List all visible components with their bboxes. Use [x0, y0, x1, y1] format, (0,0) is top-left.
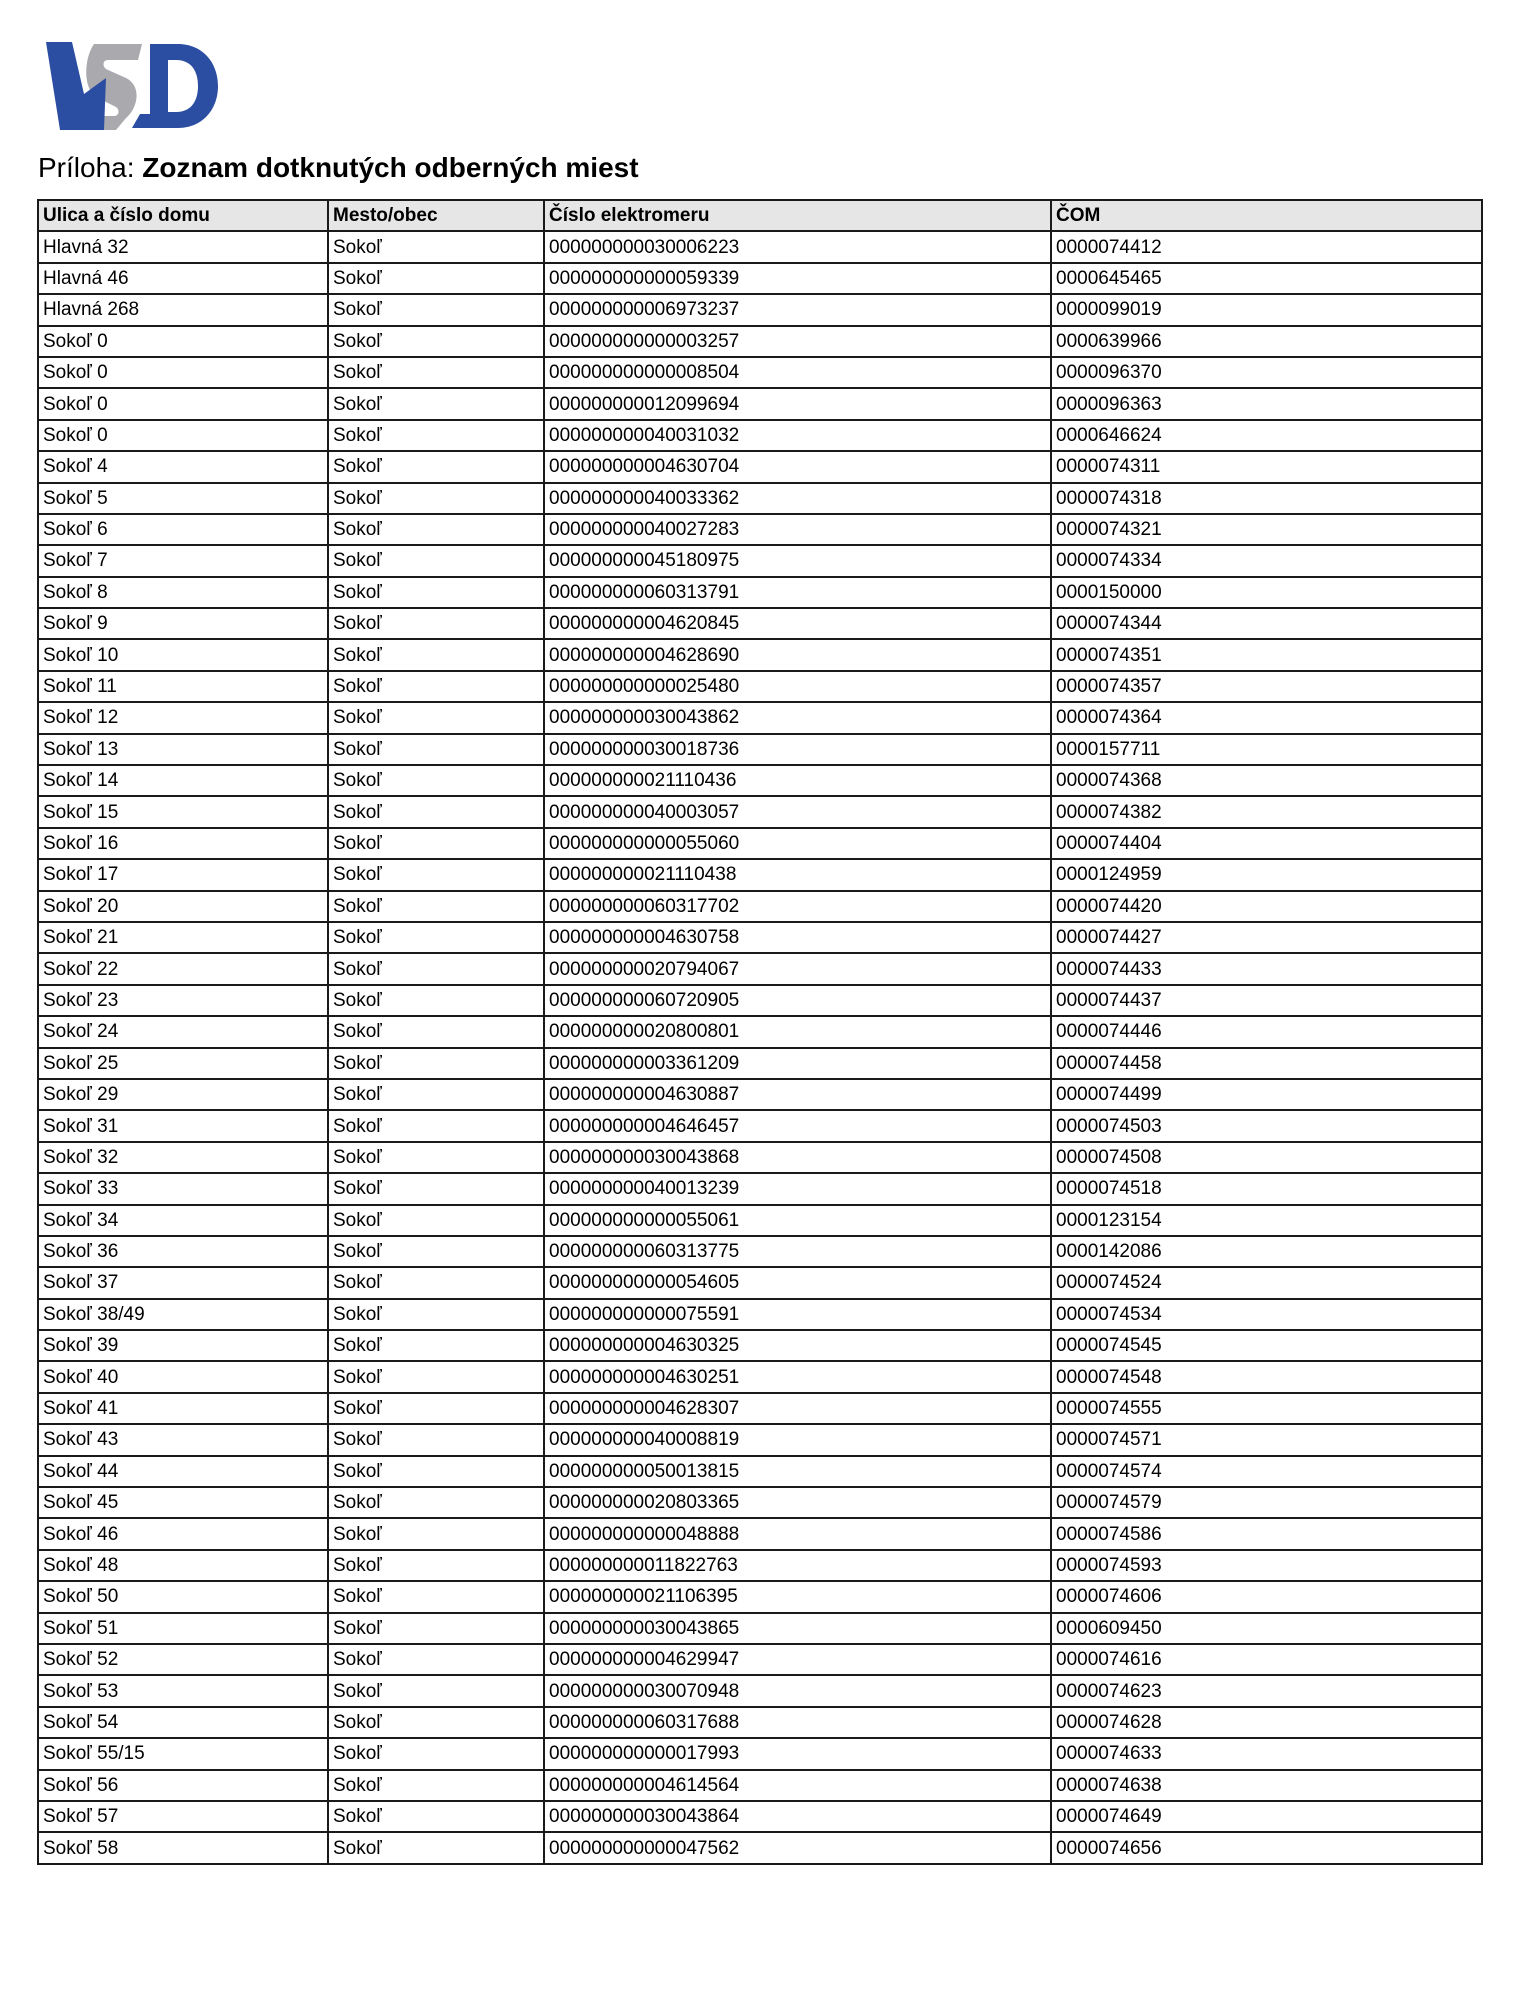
com-cell: 0000074548	[1051, 1361, 1482, 1392]
street-cell: Sokoľ 50	[38, 1581, 328, 1612]
table-row	[38, 1299, 1482, 1330]
city-cell: Sokoľ	[328, 639, 544, 670]
street-cell: Sokoľ 15	[38, 796, 328, 827]
city-cell: Sokoľ	[328, 1738, 544, 1769]
table-row	[38, 231, 1482, 262]
com-cell: 0000074593	[1051, 1550, 1482, 1581]
table-row	[38, 1801, 1482, 1832]
com-cell: 0000074579	[1051, 1487, 1482, 1518]
meter-number-cell: 000000000040008819	[544, 1424, 1051, 1455]
city-cell: Sokoľ	[328, 891, 544, 922]
street-cell: Sokoľ 48	[38, 1550, 328, 1581]
com-cell: 0000074503	[1051, 1110, 1482, 1141]
meter-number-cell: 000000000000054605	[544, 1267, 1051, 1298]
com-cell: 0000645465	[1051, 263, 1482, 294]
table-row	[38, 671, 1482, 702]
street-cell: Sokoľ 16	[38, 828, 328, 859]
com-cell: 0000646624	[1051, 420, 1482, 451]
street-cell: Hlavná 46	[38, 263, 328, 294]
city-cell: Sokoľ	[328, 294, 544, 325]
meter-number-cell: 000000000040003057	[544, 796, 1051, 827]
meter-number-cell: 000000000000008504	[544, 357, 1051, 388]
com-cell: 0000099019	[1051, 294, 1482, 325]
meter-number-cell: 000000000030006223	[544, 231, 1051, 262]
street-cell: Sokoľ 32	[38, 1142, 328, 1173]
street-cell: Sokoľ 7	[38, 545, 328, 576]
meter-number-cell: 000000000020803365	[544, 1487, 1051, 1518]
table-row	[38, 1675, 1482, 1706]
table-row	[38, 1361, 1482, 1392]
meter-number-cell: 000000000000047562	[544, 1832, 1051, 1863]
table-row	[38, 420, 1482, 451]
meter-number-cell: 000000000004614564	[544, 1770, 1051, 1801]
column-header-city: Mesto/obec	[328, 200, 544, 231]
com-cell: 0000074351	[1051, 639, 1482, 670]
com-cell: 0000074508	[1051, 1142, 1482, 1173]
table-row	[38, 828, 1482, 859]
street-cell: Sokoľ 13	[38, 734, 328, 765]
com-cell: 0000074318	[1051, 483, 1482, 514]
city-cell: Sokoľ	[328, 577, 544, 608]
meter-number-cell: 000000000000059339	[544, 263, 1051, 294]
city-cell: Sokoľ	[328, 1048, 544, 1079]
street-cell: Sokoľ 37	[38, 1267, 328, 1298]
table-row	[38, 1048, 1482, 1079]
com-cell: 0000074420	[1051, 891, 1482, 922]
meter-number-cell: 000000000030043862	[544, 702, 1051, 733]
meter-number-cell: 000000000000055060	[544, 828, 1051, 859]
city-cell: Sokoľ	[328, 922, 544, 953]
metering-points-table	[37, 199, 1483, 1865]
table-row	[38, 1079, 1482, 1110]
street-cell: Sokoľ 41	[38, 1393, 328, 1424]
city-cell: Sokoľ	[328, 1707, 544, 1738]
table-row	[38, 734, 1482, 765]
com-cell: 0000074623	[1051, 1675, 1482, 1706]
com-cell: 0000074633	[1051, 1738, 1482, 1769]
city-cell: Sokoľ	[328, 1016, 544, 1047]
table-row	[38, 608, 1482, 639]
table-row	[38, 577, 1482, 608]
table-row	[38, 985, 1482, 1016]
table-row	[38, 1456, 1482, 1487]
city-cell: Sokoľ	[328, 1832, 544, 1863]
com-cell: 0000639966	[1051, 326, 1482, 357]
city-cell: Sokoľ	[328, 1644, 544, 1675]
street-cell: Sokoľ 44	[38, 1456, 328, 1487]
street-cell: Sokoľ 9	[38, 608, 328, 639]
table-row	[38, 1173, 1482, 1204]
com-cell: 0000074357	[1051, 671, 1482, 702]
table-row	[38, 1644, 1482, 1675]
table-row	[38, 357, 1482, 388]
meter-number-cell: 000000000020794067	[544, 953, 1051, 984]
city-cell: Sokoľ	[328, 545, 544, 576]
meter-number-cell: 000000000060317688	[544, 1707, 1051, 1738]
table-row	[38, 922, 1482, 953]
table-row	[38, 1581, 1482, 1612]
meter-number-cell: 000000000000003257	[544, 326, 1051, 357]
city-cell: Sokoľ	[328, 828, 544, 859]
com-cell: 0000124959	[1051, 859, 1482, 890]
table-row	[38, 1110, 1482, 1141]
column-header-street: Ulica a číslo domu	[38, 200, 328, 231]
meter-number-cell: 000000000030043864	[544, 1801, 1051, 1832]
street-cell: Sokoľ 38/49	[38, 1299, 328, 1330]
table-row	[38, 1236, 1482, 1267]
com-cell: 0000074518	[1051, 1173, 1482, 1204]
title-prefix: Príloha:	[38, 152, 143, 183]
meter-number-cell: 000000000011822763	[544, 1550, 1051, 1581]
street-cell: Sokoľ 12	[38, 702, 328, 733]
street-cell: Sokoľ 45	[38, 1487, 328, 1518]
city-cell: Sokoľ	[328, 231, 544, 262]
city-cell: Sokoľ	[328, 734, 544, 765]
street-cell: Sokoľ 36	[38, 1236, 328, 1267]
com-cell: 0000074382	[1051, 796, 1482, 827]
com-cell: 0000074499	[1051, 1079, 1482, 1110]
city-cell: Sokoľ	[328, 1205, 544, 1236]
table-row	[38, 1267, 1482, 1298]
table-row	[38, 1613, 1482, 1644]
street-cell: Sokoľ 22	[38, 953, 328, 984]
meter-number-cell: 000000000020800801	[544, 1016, 1051, 1047]
table-row	[38, 451, 1482, 482]
com-cell: 0000074574	[1051, 1456, 1482, 1487]
city-cell: Sokoľ	[328, 326, 544, 357]
meter-number-cell: 000000000004628690	[544, 639, 1051, 670]
meter-number-cell: 000000000030018736	[544, 734, 1051, 765]
city-cell: Sokoľ	[328, 985, 544, 1016]
city-cell: Sokoľ	[328, 1330, 544, 1361]
city-cell: Sokoľ	[328, 1518, 544, 1549]
table-row	[38, 953, 1482, 984]
street-cell: Sokoľ 25	[38, 1048, 328, 1079]
table-row	[38, 1330, 1482, 1361]
table-row	[38, 1518, 1482, 1549]
table-row	[38, 294, 1482, 325]
city-cell: Sokoľ	[328, 263, 544, 294]
vsd-logo	[46, 38, 218, 132]
city-cell: Sokoľ	[328, 514, 544, 545]
street-cell: Sokoľ 0	[38, 357, 328, 388]
meter-number-cell: 000000000050013815	[544, 1456, 1051, 1487]
table-row	[38, 1487, 1482, 1518]
table-row	[38, 1205, 1482, 1236]
table-body	[38, 231, 1482, 1863]
street-cell: Sokoľ 43	[38, 1424, 328, 1455]
table-row	[38, 1832, 1482, 1863]
meter-number-cell: 000000000030043868	[544, 1142, 1051, 1173]
com-cell: 0000074334	[1051, 545, 1482, 576]
city-cell: Sokoľ	[328, 1173, 544, 1204]
city-cell: Sokoľ	[328, 388, 544, 419]
city-cell: Sokoľ	[328, 1236, 544, 1267]
com-cell: 0000074368	[1051, 765, 1482, 796]
city-cell: Sokoľ	[328, 357, 544, 388]
com-cell: 0000142086	[1051, 1236, 1482, 1267]
city-cell: Sokoľ	[328, 1299, 544, 1330]
com-cell: 0000074321	[1051, 514, 1482, 545]
street-cell: Sokoľ 11	[38, 671, 328, 702]
street-cell: Sokoľ 6	[38, 514, 328, 545]
com-cell: 0000074412	[1051, 231, 1482, 262]
city-cell: Sokoľ	[328, 1361, 544, 1392]
com-cell: 0000074427	[1051, 922, 1482, 953]
city-cell: Sokoľ	[328, 608, 544, 639]
meter-number-cell: 000000000004629947	[544, 1644, 1051, 1675]
meter-number-cell: 000000000060317702	[544, 891, 1051, 922]
com-cell: 0000074433	[1051, 953, 1482, 984]
street-cell: Sokoľ 0	[38, 420, 328, 451]
com-cell: 0000074534	[1051, 1299, 1482, 1330]
meter-number-cell: 000000000004630887	[544, 1079, 1051, 1110]
street-cell: Sokoľ 54	[38, 1707, 328, 1738]
com-cell: 0000074616	[1051, 1644, 1482, 1675]
city-cell: Sokoľ	[328, 671, 544, 702]
title-main: Zoznam dotknutých odberných miest	[142, 152, 639, 183]
meter-number-cell: 000000000021110438	[544, 859, 1051, 890]
com-cell: 0000074446	[1051, 1016, 1482, 1047]
com-cell: 0000074437	[1051, 985, 1482, 1016]
com-cell: 0000074606	[1051, 1581, 1482, 1612]
street-cell: Sokoľ 39	[38, 1330, 328, 1361]
street-cell: Sokoľ 34	[38, 1205, 328, 1236]
com-cell: 0000609450	[1051, 1613, 1482, 1644]
meter-number-cell: 000000000004646457	[544, 1110, 1051, 1141]
page-title	[38, 148, 639, 188]
com-cell: 0000096370	[1051, 357, 1482, 388]
meter-number-cell: 000000000021106395	[544, 1581, 1051, 1612]
table-row	[38, 1424, 1482, 1455]
city-cell: Sokoľ	[328, 1456, 544, 1487]
city-cell: Sokoľ	[328, 1550, 544, 1581]
column-header-com: ČOM	[1051, 200, 1482, 231]
meter-number-cell: 000000000006973237	[544, 294, 1051, 325]
street-cell: Sokoľ 4	[38, 451, 328, 482]
com-cell: 0000074649	[1051, 1801, 1482, 1832]
com-cell: 0000096363	[1051, 388, 1482, 419]
city-cell: Sokoľ	[328, 953, 544, 984]
street-cell: Sokoľ 5	[38, 483, 328, 514]
com-cell: 0000074628	[1051, 1707, 1482, 1738]
street-cell: Sokoľ 20	[38, 891, 328, 922]
table-header-row	[38, 200, 1482, 231]
table-row	[38, 1393, 1482, 1424]
meter-number-cell: 000000000021110436	[544, 765, 1051, 796]
city-cell: Sokoľ	[328, 1487, 544, 1518]
table-row	[38, 263, 1482, 294]
table-row	[38, 1550, 1482, 1581]
com-cell: 0000074571	[1051, 1424, 1482, 1455]
meter-number-cell: 000000000004628307	[544, 1393, 1051, 1424]
street-cell: Sokoľ 33	[38, 1173, 328, 1204]
meter-number-cell: 000000000004630704	[544, 451, 1051, 482]
table-row	[38, 514, 1482, 545]
street-cell: Sokoľ 21	[38, 922, 328, 953]
meter-number-cell: 000000000012099694	[544, 388, 1051, 419]
street-cell: Sokoľ 29	[38, 1079, 328, 1110]
street-cell: Hlavná 32	[38, 231, 328, 262]
street-cell: Sokoľ 40	[38, 1361, 328, 1392]
meter-number-cell: 000000000060313791	[544, 577, 1051, 608]
table-row	[38, 388, 1482, 419]
street-cell: Sokoľ 23	[38, 985, 328, 1016]
city-cell: Sokoľ	[328, 1267, 544, 1298]
table-row	[38, 545, 1482, 576]
meter-number-cell: 000000000060313775	[544, 1236, 1051, 1267]
meter-number-cell: 000000000040033362	[544, 483, 1051, 514]
com-cell: 0000157711	[1051, 734, 1482, 765]
meter-number-cell: 000000000004620845	[544, 608, 1051, 639]
city-cell: Sokoľ	[328, 765, 544, 796]
meter-number-cell: 000000000000025480	[544, 671, 1051, 702]
city-cell: Sokoľ	[328, 1393, 544, 1424]
meter-number-cell: 000000000040013239	[544, 1173, 1051, 1204]
street-cell: Hlavná 268	[38, 294, 328, 325]
meter-number-cell: 000000000060720905	[544, 985, 1051, 1016]
street-cell: Sokoľ 56	[38, 1770, 328, 1801]
table-row	[38, 859, 1482, 890]
street-cell: Sokoľ 31	[38, 1110, 328, 1141]
table-row	[38, 1142, 1482, 1173]
city-cell: Sokoľ	[328, 796, 544, 827]
street-cell: Sokoľ 0	[38, 388, 328, 419]
table-row	[38, 1016, 1482, 1047]
meter-number-cell: 000000000040031032	[544, 420, 1051, 451]
table-row	[38, 483, 1482, 514]
column-header-meter-number: Číslo elektromeru	[544, 200, 1051, 231]
street-cell: Sokoľ 58	[38, 1832, 328, 1863]
com-cell: 0000074344	[1051, 608, 1482, 639]
table-row	[38, 1738, 1482, 1769]
com-cell: 0000074638	[1051, 1770, 1482, 1801]
meter-number-cell: 000000000000075591	[544, 1299, 1051, 1330]
meter-number-cell: 000000000004630758	[544, 922, 1051, 953]
city-cell: Sokoľ	[328, 1079, 544, 1110]
meter-number-cell: 000000000030070948	[544, 1675, 1051, 1706]
street-cell: Sokoľ 51	[38, 1613, 328, 1644]
table-row	[38, 326, 1482, 357]
street-cell: Sokoľ 57	[38, 1801, 328, 1832]
com-cell: 0000074364	[1051, 702, 1482, 733]
street-cell: Sokoľ 24	[38, 1016, 328, 1047]
table-row	[38, 1707, 1482, 1738]
city-cell: Sokoľ	[328, 1770, 544, 1801]
table-row	[38, 891, 1482, 922]
table-row	[38, 639, 1482, 670]
meter-number-cell: 000000000030043865	[544, 1613, 1051, 1644]
city-cell: Sokoľ	[328, 451, 544, 482]
com-cell: 0000074458	[1051, 1048, 1482, 1079]
street-cell: Sokoľ 52	[38, 1644, 328, 1675]
street-cell: Sokoľ 8	[38, 577, 328, 608]
com-cell: 0000074545	[1051, 1330, 1482, 1361]
meter-number-cell: 000000000000017993	[544, 1738, 1051, 1769]
city-cell: Sokoľ	[328, 1675, 544, 1706]
com-cell: 0000074404	[1051, 828, 1482, 859]
table-row	[38, 796, 1482, 827]
street-cell: Sokoľ 10	[38, 639, 328, 670]
com-cell: 0000074586	[1051, 1518, 1482, 1549]
meter-number-cell: 000000000000055061	[544, 1205, 1051, 1236]
city-cell: Sokoľ	[328, 1801, 544, 1832]
com-cell: 0000123154	[1051, 1205, 1482, 1236]
com-cell: 0000074555	[1051, 1393, 1482, 1424]
meter-number-cell: 000000000004630251	[544, 1361, 1051, 1392]
city-cell: Sokoľ	[328, 702, 544, 733]
meter-number-cell: 000000000045180975	[544, 545, 1051, 576]
street-cell: Sokoľ 14	[38, 765, 328, 796]
street-cell: Sokoľ 53	[38, 1675, 328, 1706]
city-cell: Sokoľ	[328, 483, 544, 514]
city-cell: Sokoľ	[328, 1581, 544, 1612]
table-row	[38, 1770, 1482, 1801]
meter-number-cell: 000000000004630325	[544, 1330, 1051, 1361]
meter-number-cell: 000000000000048888	[544, 1518, 1051, 1549]
com-cell: 0000074311	[1051, 451, 1482, 482]
city-cell: Sokoľ	[328, 1424, 544, 1455]
meter-number-cell: 000000000040027283	[544, 514, 1051, 545]
city-cell: Sokoľ	[328, 1110, 544, 1141]
table-row	[38, 702, 1482, 733]
street-cell: Sokoľ 46	[38, 1518, 328, 1549]
city-cell: Sokoľ	[328, 420, 544, 451]
city-cell: Sokoľ	[328, 1613, 544, 1644]
meter-number-cell: 000000000003361209	[544, 1048, 1051, 1079]
table-row	[38, 765, 1482, 796]
city-cell: Sokoľ	[328, 859, 544, 890]
street-cell: Sokoľ 55/15	[38, 1738, 328, 1769]
street-cell: Sokoľ 0	[38, 326, 328, 357]
com-cell: 0000074656	[1051, 1832, 1482, 1863]
com-cell: 0000150000	[1051, 577, 1482, 608]
com-cell: 0000074524	[1051, 1267, 1482, 1298]
street-cell: Sokoľ 17	[38, 859, 328, 890]
city-cell: Sokoľ	[328, 1142, 544, 1173]
